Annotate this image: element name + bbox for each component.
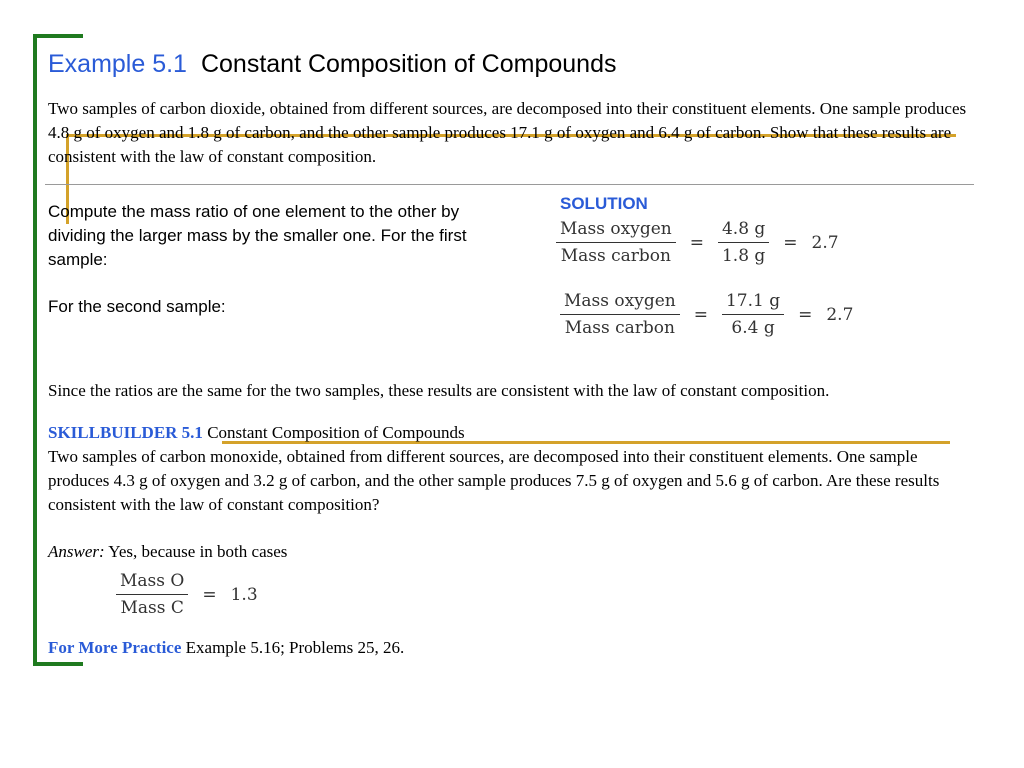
problem-statement: Two samples of carbon dioxide, obtained from different sources, are decomposed into their constituent elements. One sample produces 4.8 g of oxygen and 1.8 g of carbon, and the other sample produces 17.1 g of oxygen and 6.4 g of carbon. Show that these results are consistent with the law of constant composition. bbox=[48, 99, 967, 166]
frame-left-bar bbox=[33, 34, 37, 666]
ratio-result: 2.7 bbox=[826, 304, 854, 325]
ratio-equation-answer bbox=[116, 571, 258, 618]
answer-text: Yes, because in both cases bbox=[108, 542, 288, 561]
equals-sign: = bbox=[689, 232, 704, 253]
skillbuilder-label: SKILLBUILDER 5.1 bbox=[48, 423, 203, 442]
equals-sign: = bbox=[783, 232, 798, 253]
ratio-result: 2.7 bbox=[811, 232, 839, 253]
denominator-label: Mass carbon bbox=[560, 246, 671, 266]
numerator-value: 4.8 g bbox=[718, 219, 769, 243]
page-title bbox=[48, 50, 616, 79]
conclusion-text: Since the ratios are the same for the two samples, these results are consistent with the law of constant composition. bbox=[48, 381, 830, 400]
denominator-label: Mass C bbox=[120, 598, 184, 618]
equals-sign: = bbox=[798, 304, 813, 325]
value-fraction bbox=[718, 219, 769, 266]
denominator-label: Mass carbon bbox=[564, 318, 675, 338]
example-number: Example 5.1 bbox=[48, 50, 187, 78]
value-fraction bbox=[722, 291, 784, 338]
numerator-label: Mass oxygen bbox=[556, 219, 676, 243]
label-fraction bbox=[560, 291, 680, 338]
ratio-result: 1.3 bbox=[230, 584, 258, 605]
label-fraction bbox=[556, 219, 676, 266]
more-practice-label: For More Practice bbox=[48, 638, 182, 657]
denominator-value: 6.4 g bbox=[731, 318, 775, 338]
equals-sign: = bbox=[202, 584, 217, 605]
numerator-label: Mass oxygen bbox=[560, 291, 680, 315]
section-divider bbox=[45, 184, 974, 185]
more-practice-text: Example 5.16; Problems 25, 26. bbox=[185, 638, 405, 657]
answer-label: Answer: bbox=[48, 542, 105, 561]
numerator-label: Mass O bbox=[116, 571, 188, 595]
skillbuilder-block bbox=[48, 421, 973, 517]
label-fraction bbox=[116, 571, 188, 618]
answer-line bbox=[48, 540, 287, 564]
more-practice-line bbox=[48, 636, 404, 660]
skillbuilder-heading: Constant Composition of Compounds bbox=[207, 423, 465, 442]
solution-label: SOLUTION bbox=[560, 194, 648, 213]
denominator-value: 1.8 g bbox=[721, 246, 766, 266]
compute-instruction: Compute the mass ratio of one element to the other by dividing the larger mass by the smaller one. For the first sample: bbox=[48, 202, 467, 269]
frame-top-tick bbox=[33, 34, 83, 38]
numerator-value: 17.1 g bbox=[722, 291, 784, 315]
ratio-equation-second bbox=[560, 291, 853, 338]
ratio-equation-first bbox=[556, 219, 839, 266]
example-heading: Constant Composition of Compounds bbox=[200, 50, 617, 78]
skillbuilder-body: Two samples of carbon monoxide, obtained from different sources, are decomposed into their constituent elements. One sample produces 4.3 g of oxygen and 3.2 g of carbon, and the other sample produces 7.5 g of oxygen and 5.6 g of carbon. Are these results consistent with the law of constant composition? bbox=[48, 447, 940, 514]
frame-bottom-tick bbox=[33, 662, 83, 666]
second-sample-label: For the second sample: bbox=[48, 297, 226, 316]
equals-sign: = bbox=[693, 304, 708, 325]
